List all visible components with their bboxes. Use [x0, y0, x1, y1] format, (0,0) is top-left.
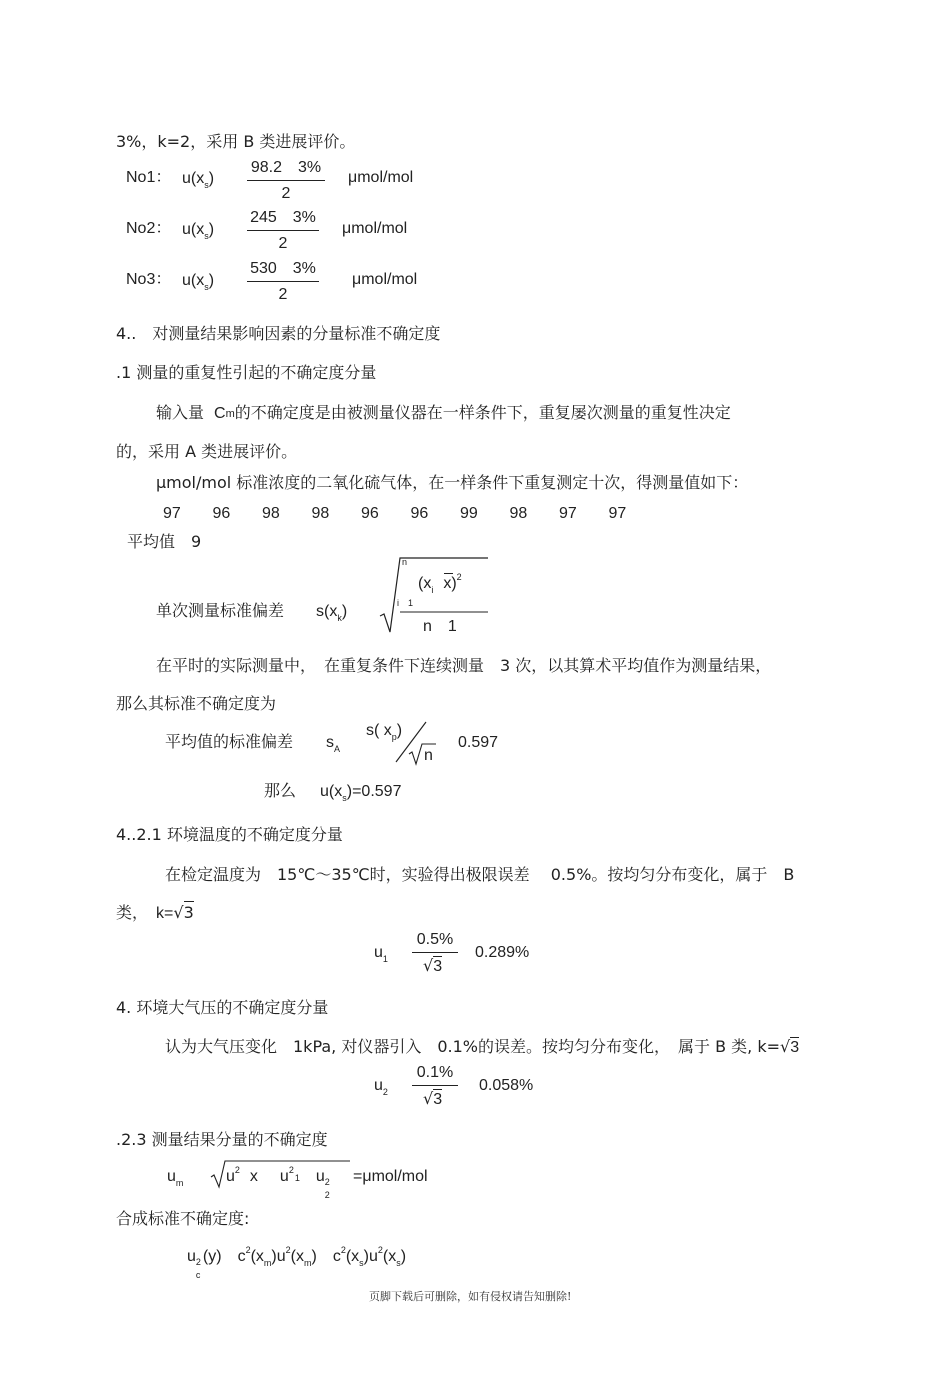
std-dev-label: 单次测量标准偏差 — [156, 601, 285, 620]
u1-numerator: 0.5% — [416, 931, 454, 948]
sum-lower: i 1 — [397, 598, 414, 608]
row-label: No3： — [126, 271, 172, 288]
value: 96 — [361, 505, 379, 522]
um-radicand: $u^2$ x $u^21$ u 2 2 — [226, 1165, 330, 1200]
paragraph-then: 那么其标准不确定度为 — [116, 694, 277, 713]
heading-4-2-2: 4. 环境大气压的不确定度分量 — [116, 998, 329, 1017]
fraction-bar — [247, 180, 325, 181]
measurement-values — [163, 504, 658, 524]
u1-denominator: √3 — [423, 956, 443, 975]
paragraph-temperature: 在检定温度为 15℃～35℃时，实验得出极限误差 0.5%。按均匀分布变化，属于 B — [165, 865, 795, 884]
heading-4-2-1: 4..2.1 环境温度的不确定度分量 — [116, 825, 343, 844]
sa-denominator: n — [424, 747, 433, 764]
row-denominator: 2 — [281, 185, 291, 202]
sa-result: 0.597 — [458, 734, 499, 751]
fraction-bar — [412, 952, 458, 953]
sa-symbol: $s_A$ — [326, 734, 341, 754]
row-label: No1： — [126, 169, 172, 186]
page-footer: 页脚下载后可删除，如有侵权请告知删除! — [369, 1290, 572, 1303]
row-numerator: 530 3% — [250, 260, 316, 277]
fraction-bar — [247, 230, 319, 231]
um-unit: =μmol/mol — [353, 1168, 428, 1185]
uc-formula: u 2 c (y) $c^2(x_m)u^2(x_m)$ $c^2(x_s)u^2(x_s)$ — [187, 1245, 407, 1280]
mean-line: 平均值 9 — [127, 532, 202, 551]
heading-4-1: .1 测量的重复性引起的不确定度分量 — [116, 363, 377, 382]
row-func: $u(x_s)$ — [182, 221, 215, 241]
row-numerator: 98.2 3% — [250, 159, 322, 176]
paragraph-line: 的，采用 A 类进展评价。 — [116, 442, 298, 461]
heading-4: 4.. 对测量结果影响因素的分量标准不确定度 — [116, 324, 441, 343]
paragraph-class: 类， k=√3 — [116, 903, 194, 922]
row-unit: μmol/mol — [342, 220, 408, 237]
paragraph-pressure: 认为大气压变化 1kPa, 对仪器引入 0.1%的误差。按均匀分布变化， 属于 B 类, k=√3 — [165, 1037, 800, 1056]
combined-label: 合成标准不确定度: — [116, 1209, 250, 1228]
sqrt-radicand: 3 — [183, 903, 194, 922]
intro-line: 3%，k=2，采用 B 类进展评价。 — [116, 132, 356, 151]
std-dev-lhs: $s(x_k)$ — [316, 603, 348, 623]
row-unit: μmol/mol — [348, 169, 414, 186]
value: 97 — [608, 505, 627, 522]
paragraph-input: 输入量 Cm的不确定度是由被测量仪器在一样条件下，重复屡次测量的重复性决定 — [156, 403, 731, 422]
value: 96 — [212, 505, 231, 522]
mean-std-label: 平均值的标准偏差 — [165, 732, 294, 751]
u2-numerator: 0.1% — [416, 1064, 454, 1081]
u1-result: 0.289% — [475, 944, 530, 961]
value: 98 — [262, 505, 280, 522]
value: 97 — [163, 505, 181, 522]
u2-result: 0.058% — [479, 1077, 534, 1094]
sum-upper: n — [402, 557, 408, 567]
paragraph-sample: μmol/mol 标准浓度的二氧化硫气体，在一样条件下重复测定十次，得测量值如下： — [156, 473, 749, 492]
u2-denominator: √3 — [423, 1089, 443, 1108]
u2-symbol: $u_2$ — [374, 1077, 388, 1097]
value: 99 — [460, 505, 478, 522]
heading-4-2-3: .2.3 测量结果分量的不确定度 — [116, 1130, 328, 1149]
row-numerator: 245 3% — [250, 209, 316, 226]
sum-numerator: ($x_i$ x)$^2$ — [418, 572, 462, 595]
row-denominator: 2 — [278, 286, 288, 303]
fraction-bar — [247, 281, 319, 282]
value: 97 — [559, 505, 577, 522]
sa-numerator: s( $x_p$) — [366, 722, 403, 742]
row-denominator: 2 — [278, 235, 288, 252]
value: 98 — [509, 505, 528, 522]
row-unit: μmol/mol — [352, 271, 418, 288]
paragraph-practice: 在平时的实际测量中， 在重复条件下连续测量 3 次，以其算术平均值作为测量结果， — [156, 656, 772, 675]
u1-symbol: $u_1$ — [374, 944, 388, 964]
row-func: $u(x_s)$ — [182, 272, 215, 292]
row-func: $u(x_s)$ — [182, 170, 215, 190]
fraction-bar — [412, 1085, 458, 1086]
value: 98 — [311, 505, 330, 522]
sum-denominator: n 1 — [423, 618, 457, 635]
row-label: No2： — [126, 220, 172, 237]
um-symbol: $u_m$ — [167, 1168, 184, 1188]
value: 96 — [410, 505, 429, 522]
then-line: 那么 $u(x_s)=0.597$ — [264, 781, 402, 803]
